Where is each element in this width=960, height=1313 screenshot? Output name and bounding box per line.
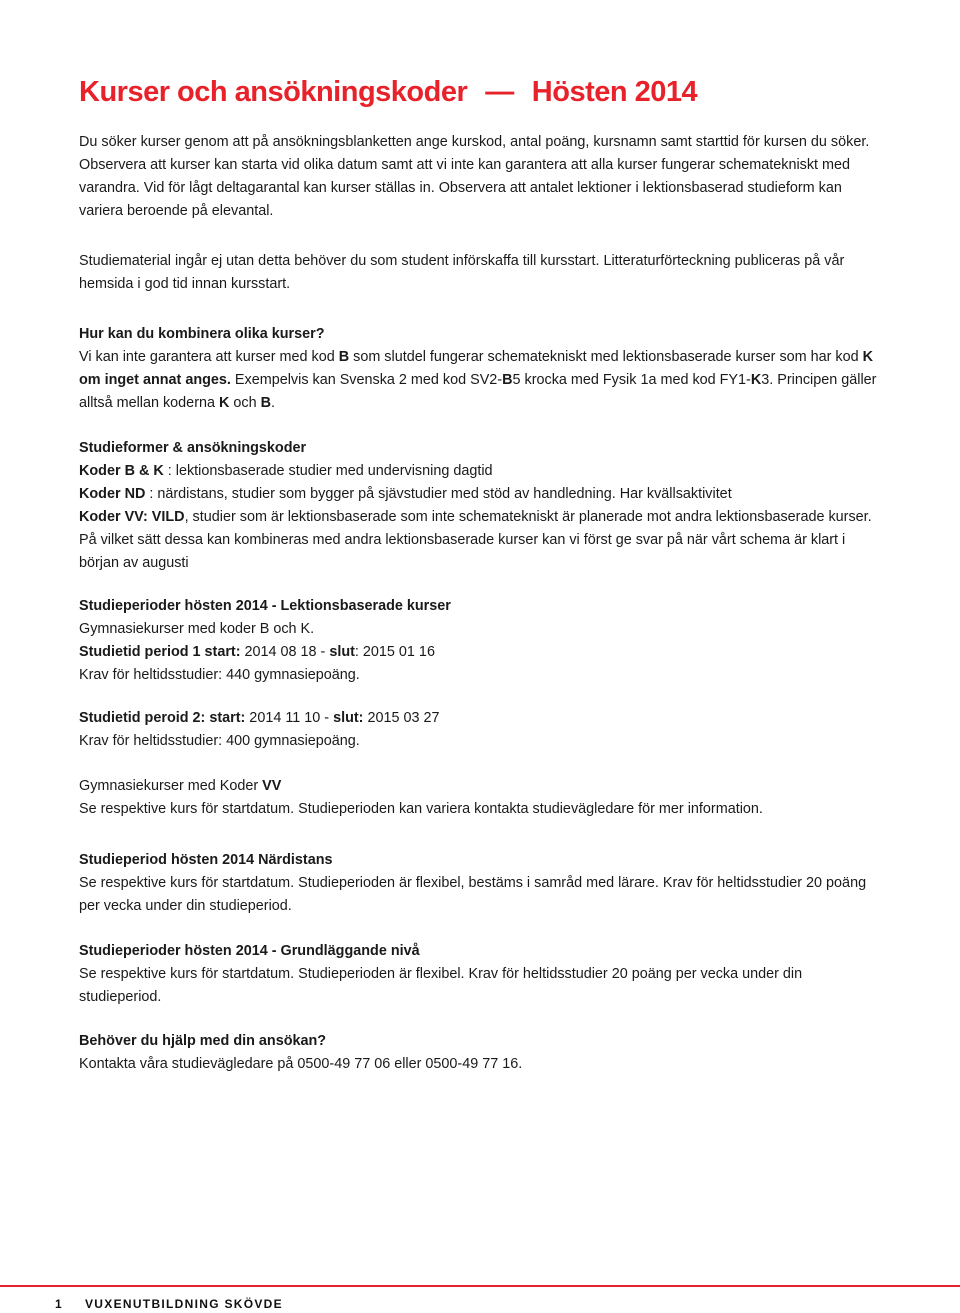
combine-code-k: K om inget annat anges. [79,349,874,388]
period-2-end-value: 2015 03 27 [363,710,440,726]
code-vv-line [79,506,879,575]
period-2-start-label: Studietid peroid 2: start: [79,710,246,726]
vv-description: Se respektive kurs för startdatum. Studieperioden kan variera kontakta studievägledare för mer information. [79,801,763,817]
grund-text: Se respektive kurs för startdatum. Studieperioden är flexibel. Krav för heltidsstudier 20 poäng per vecka under din studieperiod. [79,966,803,1005]
code-nd-line [79,483,879,506]
period-1-end-value: : 2015 01 16 [354,644,435,660]
help-section [79,1030,879,1076]
nardistans-heading: Studieperiod hösten 2014 Närdistans [79,852,333,868]
code-vv-label: Koder VV: VILD [79,509,185,525]
combine-principle-k: K [219,395,230,411]
period-1-end-label: slut [329,644,355,660]
combine-principle-b: B [260,395,272,411]
period-1-start-value: 2014 08 18 - [240,644,330,660]
help-heading: Behöver du hjälp med din ansökan? [79,1033,327,1049]
combine-heading: Hur kan du kombinera olika kurser? [79,326,325,342]
combine-text-3: Exempelvis kan Svenska 2 med kod SV2- [230,372,503,388]
footer-page-number: 1 [55,1297,62,1311]
code-nd-label: Koder ND [79,486,146,502]
combine-text-2: som slutdel fungerar schematekniskt med lektionsbaserade kurser som har kod [349,349,863,365]
material-paragraph: Studiematerial ingår ej utan detta behöver du som student införskaffa till kursstart. Litteraturförteckning publiceras på vår hemsida i god tid innan kursstart. [79,253,845,292]
period-2-line [79,707,879,730]
combine-example-k: K [750,372,762,388]
vv-section [79,775,879,821]
combine-text-4: 5 krocka med Fysik 1a med kod FY1- [512,372,751,388]
code-vv-text: , studier som är lektionsbaserade som inte schematekniskt är planerade mot andra lektionsbaserade kurser. På vilket sätt dessa kan kombineras med andra lektionsbaserade kurser kan vi först ge svar på när vårt schema är klart i början av augusti [79,509,872,571]
combine-text-7: . [271,395,276,411]
combine-code-b: B [338,349,350,365]
period-2-start-value: 2014 11 10 - [245,710,334,726]
study-forms-heading: Studieformer & ansökningskoder [79,440,307,456]
footer-organization: VUXENUTBILDNING SKÖVDE [85,1297,283,1311]
vv-line [79,775,879,798]
title-main: Kurser och ansökningskoder [79,76,468,108]
nardistans-section [79,849,879,918]
combine-text-6: och [229,395,261,411]
code-bk-text: : lektionsbaserade studier med undervisning dagtid [163,463,493,479]
combine-section [79,323,879,415]
period-2-end-label: slut: [333,710,364,726]
period-1-requirement: Krav för heltidsstudier: 440 gymnasiepoäng. [79,667,360,683]
help-contact: Kontakta våra studievägledare på 0500-49 77 06 eller 0500-49 77 16. [79,1056,523,1072]
nardistans-text: Se respektive kurs för startdatum. Studieperioden är flexibel, bestäms i samråd med lärare. Krav för heltidsstudier 20 poäng per vecka under din studieperiod. [79,875,867,914]
period-1-start-label: Studietid period 1 start: [79,644,241,660]
grund-heading: Studieperioder hösten 2014 - Grundläggande nivå [79,943,420,959]
combine-text-1: Vi kan inte garantera att kurser med kod [79,349,339,365]
combine-example-b: B [502,372,513,388]
period-1-line [79,641,879,664]
period-2-requirement: Krav för heltidsstudier: 400 gymnasiepoäng. [79,733,360,749]
vv-code: VV [262,778,282,794]
title-dash: — [485,76,514,108]
intro-paragraph: Du söker kurser genom att på ansökningsblanketten ange kurskod, antal poäng, kursnamn samt starttid för kursen du söker. Observera att kurser kan starta vid olika datum samt att vi inte kan garantera att alla kurser fungerar schematekniskt med varandra. Vid för lågt deltagarantal kan kurser ställas in. Observera att antalet lektioner i lektionsbaserad studieform kan variera beroende på elevantal. [79,134,870,219]
study-forms-section [79,437,879,575]
lektion-periods-section [79,595,879,687]
code-nd-text: : närdistans, studier som bygger på sjävstudier med stöd av handledning. Har kvällsaktivitet [145,486,732,502]
page-title [79,76,697,109]
combine-text-5: 3. Principen gäller alltså mellan koderna [79,372,877,411]
lektion-periods-heading: Studieperioder hösten 2014 - Lektionsbaserade kurser [79,598,451,614]
code-bk-label: Koder B & K [79,463,164,479]
lektion-periods-subtitle: Gymnasiekurser med koder B och K. [79,621,315,637]
code-bk-line [79,460,879,483]
vv-line-text: Gymnasiekurser med Koder [79,778,263,794]
footer-divider [0,1285,960,1287]
period-2-section [79,707,879,753]
grund-section [79,940,879,1009]
title-season: Hösten 2014 [531,76,698,108]
